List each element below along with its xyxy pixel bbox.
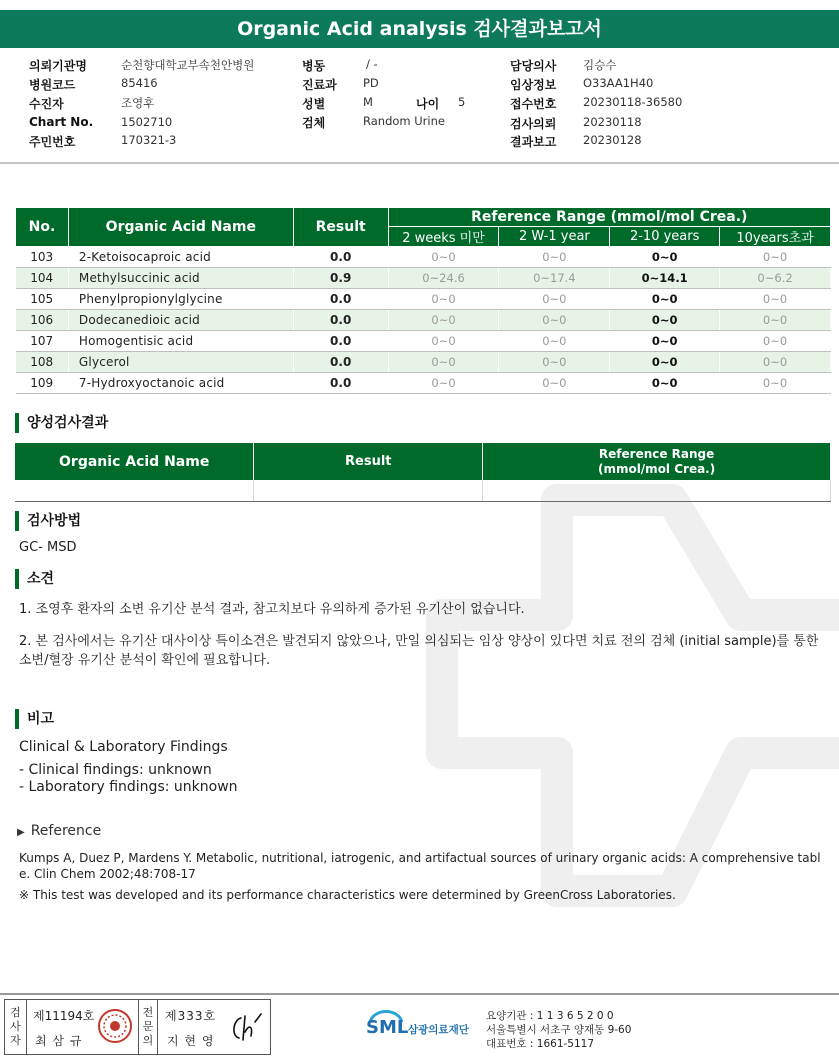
reference-note: ※ This test was developed and its performance characteristics were determined by GreenCross Laboratories. xyxy=(19,888,676,902)
receipt-label: 접수번호 xyxy=(510,97,557,111)
row-ref-child: 0~0 xyxy=(610,247,720,268)
row-result: 0.9 xyxy=(293,268,388,289)
row-ref-infant: 0~0 xyxy=(499,352,610,373)
patient-value: 조영후 xyxy=(121,96,155,110)
row-result: 0.0 xyxy=(293,352,388,373)
col-header-no: No. xyxy=(16,208,69,247)
table-row xyxy=(16,310,831,331)
dept-value: PD xyxy=(363,76,379,90)
table-row xyxy=(16,352,831,373)
row-acid-name: 7-Hydroxyoctanoic acid xyxy=(68,373,293,394)
row-ref-adult: 0~6.2 xyxy=(720,268,831,289)
receipt-value: 20230118-36580 xyxy=(583,95,683,109)
row-acid-name: Methylsuccinic acid xyxy=(68,268,293,289)
row-no: 105 xyxy=(16,289,69,310)
chart-no-label: Chart No. xyxy=(29,115,94,129)
row-no: 108 xyxy=(16,352,69,373)
row-ref-adult: 0~0 xyxy=(720,352,831,373)
chart-no-value: 1502710 xyxy=(121,115,173,129)
table-row xyxy=(16,289,831,310)
opinion-line-2: 2. 본 검사에서는 유기산 대사이상 특이소견은 발견되지 않았으나, 만일 의심되는 임상 양상이 있다면 치료 전의 검체 (initial sample)를 통한 소변/혈장 유기산 분석이 확인에 필요합니다. xyxy=(19,634,819,668)
ward-value: / - xyxy=(366,57,378,71)
report-title: Organic Acid analysis 검사결과보고서 xyxy=(0,10,839,48)
row-result: 0.0 xyxy=(293,310,388,331)
row-ref-child: 0~0 xyxy=(610,352,720,373)
remarks-lab: - Laboratory findings: unknown xyxy=(19,779,238,795)
patient-label: 수진자 xyxy=(29,97,64,111)
specialist-name: 지 현 영 xyxy=(167,1034,215,1048)
request-date-value: 20230118 xyxy=(583,115,642,129)
resident-no-value: 170321-3 xyxy=(121,133,177,147)
doctor-label: 담당의사 xyxy=(510,59,557,73)
row-ref-adult: 0~0 xyxy=(720,289,831,310)
row-acid-name: 2-Ketoisocaproic acid xyxy=(68,247,293,268)
pos-col-name: Organic Acid Name xyxy=(15,443,254,480)
footer-divider xyxy=(0,993,839,995)
triangle-bullet-icon: ▶ xyxy=(17,827,25,838)
row-acid-name: Homogentisic acid xyxy=(68,331,293,352)
table-row xyxy=(16,247,831,268)
row-result: 0.0 xyxy=(293,247,388,268)
col-header-reference: Reference Range (mmol/mol Crea.) xyxy=(388,208,830,227)
row-ref-neonate: 0~0 xyxy=(388,373,499,394)
row-ref-infant: 0~17.4 xyxy=(499,268,610,289)
row-acid-name: Phenylpropionylglycine xyxy=(68,289,293,310)
opinion-line-1: 1. 조영후 환자의 소변 유기산 분석 결과, 참고치보다 유의하게 증가된 유기산이 없습니다. xyxy=(19,602,525,617)
institution-label: 의뢰기관명 xyxy=(29,59,87,73)
row-result: 0.0 xyxy=(293,289,388,310)
row-ref-infant: 0~0 xyxy=(499,310,610,331)
report-date-label: 결과보고 xyxy=(510,135,557,149)
ref-col-child: 2-10 years xyxy=(610,227,720,247)
row-ref-child: 0~14.1 xyxy=(610,268,720,289)
specialist-label: 전문의 xyxy=(138,1000,158,1054)
row-no: 109 xyxy=(16,373,69,394)
row-ref-neonate: 0~0 xyxy=(388,247,499,268)
row-result: 0.0 xyxy=(293,331,388,352)
method-text: GC- MSD xyxy=(19,540,77,555)
resident-no-label: 주민번호 xyxy=(29,135,76,149)
hospital-code-value: 85416 xyxy=(121,76,158,90)
ref-col-infant: 2 W-1 year xyxy=(499,227,610,247)
patient-info xyxy=(0,52,839,164)
sml-logo xyxy=(366,1004,472,1048)
row-ref-neonate: 0~0 xyxy=(388,352,499,373)
specimen-label: 검체 xyxy=(302,116,326,130)
row-ref-adult: 0~0 xyxy=(720,310,831,331)
row-acid-name: Glycerol xyxy=(68,352,293,373)
row-ref-adult: 0~0 xyxy=(720,331,831,352)
pos-col-reference-line2: (mmol/mol Crea.) xyxy=(597,461,716,476)
ward-label: 병동 xyxy=(302,59,326,73)
row-no: 103 xyxy=(16,247,69,268)
positive-results-heading: 양성검사결과 xyxy=(15,413,108,433)
method-heading: 검사방법 xyxy=(15,511,81,531)
reference-heading xyxy=(17,823,101,839)
remarks-clinical: - Clinical findings: unknown xyxy=(19,762,212,778)
remarks-heading: 비고 xyxy=(15,709,54,729)
opinion-heading: 소견 xyxy=(15,569,54,589)
institution-value: 순천향대학교부속천안병원 xyxy=(121,58,255,72)
age-value: 5 xyxy=(458,95,466,109)
org-phone: 대표번호 : 1661-5117 xyxy=(486,1038,595,1050)
row-no: 107 xyxy=(16,331,69,352)
signature-box xyxy=(4,999,271,1055)
examiner-name: 최 삼 규 xyxy=(35,1034,83,1048)
examiner-seal-icon xyxy=(97,1008,133,1044)
request-date-label: 검사의뢰 xyxy=(510,117,557,131)
table-row xyxy=(16,268,831,289)
row-ref-infant: 0~0 xyxy=(499,331,610,352)
ref-col-neonate: 2 weeks 미만 xyxy=(388,227,499,247)
row-acid-name: Dodecanedioic acid xyxy=(68,310,293,331)
clinical-info-value: O33AA1H40 xyxy=(583,76,654,90)
table-row xyxy=(16,373,831,394)
row-ref-infant: 0~0 xyxy=(499,289,610,310)
clinical-info-label: 임상정보 xyxy=(510,78,557,92)
report-date-value: 20230128 xyxy=(583,133,642,147)
row-no: 106 xyxy=(16,310,69,331)
sml-logo-text: SML xyxy=(366,1017,409,1038)
positive-results-table xyxy=(15,443,831,502)
row-ref-adult: 0~0 xyxy=(720,247,831,268)
examiner-label: 검사자 xyxy=(5,1000,27,1054)
pos-col-reference xyxy=(483,443,831,480)
remarks-title: Clinical & Laboratory Findings xyxy=(19,739,228,755)
row-ref-child: 0~0 xyxy=(610,289,720,310)
org-code: 요양기관 : 1 1 3 6 5 2 0 0 xyxy=(486,1010,614,1022)
sex-label: 성별 xyxy=(302,97,326,111)
org-address: 서울특별시 서초구 양재동 9-60 xyxy=(486,1024,632,1036)
col-header-name: Organic Acid Name xyxy=(68,208,293,247)
row-ref-neonate: 0~0 xyxy=(388,289,499,310)
pos-col-reference-line1: Reference Range xyxy=(598,446,715,461)
reference-heading-label: Reference xyxy=(30,823,102,839)
specimen-value: Random Urine xyxy=(363,114,445,128)
reference-citation: Kumps A, Duez P, Mardens Y. Metabolic, nutritional, iatrogenic, and artifactual sources of urinary organic acids: A comprehensive table. Clin Chem 2002;48:708-17 xyxy=(19,851,821,881)
watermark-logo xyxy=(419,470,839,990)
row-ref-neonate: 0~0 xyxy=(388,331,499,352)
col-header-result: Result xyxy=(293,208,388,247)
signature-icon xyxy=(227,1012,265,1044)
row-ref-neonate: 0~0 xyxy=(388,310,499,331)
hospital-code-label: 병원코드 xyxy=(29,78,76,92)
row-ref-adult: 0~0 xyxy=(720,373,831,394)
table-row xyxy=(16,331,831,352)
row-result: 0.0 xyxy=(293,373,388,394)
specialist-license-no: 제333호 xyxy=(165,1009,217,1023)
row-ref-child: 0~0 xyxy=(610,331,720,352)
sex-value: M xyxy=(363,95,373,109)
examiner-license-no: 제11194호 xyxy=(33,1009,95,1023)
doctor-value: 김승수 xyxy=(583,58,617,72)
row-ref-child: 0~0 xyxy=(610,373,720,394)
dept-label: 진료과 xyxy=(302,78,337,92)
row-ref-child: 0~0 xyxy=(610,310,720,331)
row-ref-infant: 0~0 xyxy=(499,373,610,394)
row-no: 104 xyxy=(16,268,69,289)
age-label: 나이 xyxy=(416,97,440,111)
row-ref-infant: 0~0 xyxy=(499,247,610,268)
row-ref-neonate: 0~24.6 xyxy=(388,268,499,289)
table-row xyxy=(15,480,831,501)
ref-col-adult: 10years초과 xyxy=(720,227,831,247)
pos-col-result: Result xyxy=(254,443,483,480)
results-table xyxy=(15,207,831,394)
org-name: 삼광의료재단 xyxy=(408,1024,469,1036)
